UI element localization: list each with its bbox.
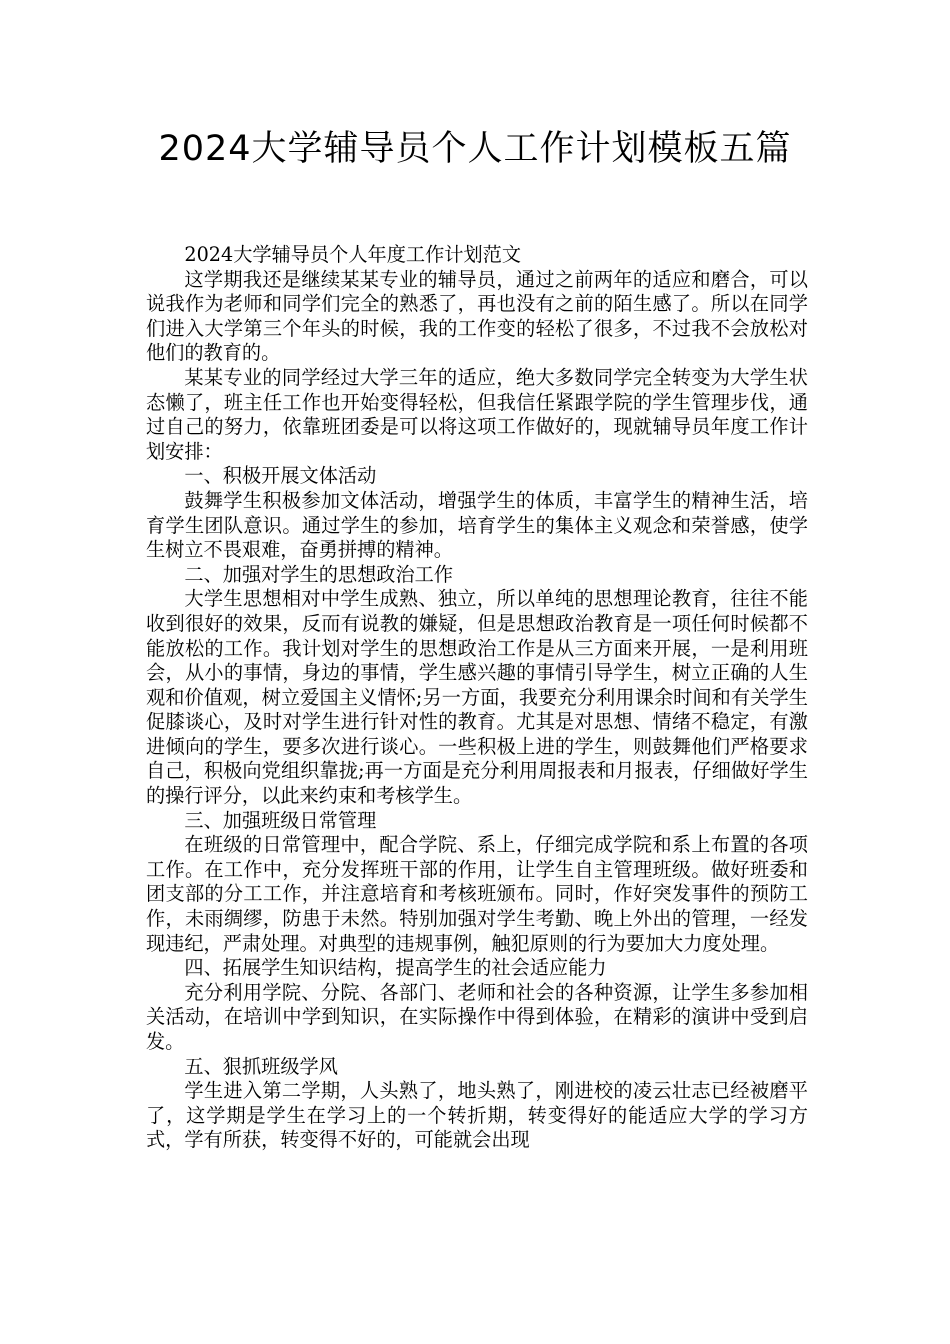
section-heading-3: 三、加强班级日常管理 bbox=[184, 808, 377, 832]
section-text-1: 鼓舞学生积极参加文体活动，增强学生的体质，丰富学生的精神生活，培育学生团队意识。通过学生的参加，培育学生的集体主义观念和荣誉感，使学生树立不畏艰难，奋勇拼搏的精神。 bbox=[146, 488, 808, 562]
section-heading-4: 四、拓展学生知识结构，提高学生的社会适应能力 bbox=[184, 956, 607, 980]
document-body bbox=[146, 243, 808, 1153]
section-text-4: 充分利用学院、分院、各部门、老师和社会的各种资源，让学生多参加相关活动，在培训中学到知识，在实际操作中得到体验，在精彩的演讲中受到启发。 bbox=[146, 980, 808, 1053]
section-heading-1: 一、积极开展文体活动 bbox=[184, 464, 377, 488]
section-text-2: 大学生思想相对中学生成熟、独立，所以单纯的思想理论教育，往往不能收到很好的效果，反而有说教的嫌疑，但是思想政治教育是一项任何时候都不能放松的工作。我计划对学生的思想政治工作是从三方面来开展，一是利用班会，从小的事情，身边的事情，学生感兴趣的事情引导学生，树立正确的人生观和价值观，树立爱国主义情怀;另一方面，我要充分利用课余时间和有关学生促膝谈心，及时对学生进行针对性的教育。尤其是对思想、情绪不稳定，有激进倾向的学生，要多次进行谈心。一些积极上进的学生，则鼓舞他们严格要求自己，积极向党组织靠拢;再一方面是充分利用周报表和月报表，仔细做好学生的操行评分，以此来约束和考核学生。 bbox=[146, 587, 808, 808]
document-title: 2024大学辅导员个人工作计划模板五篇 bbox=[158, 129, 792, 169]
section-heading-5: 五、狠抓班级学风 bbox=[184, 1054, 338, 1078]
section-text-3: 在班级的日常管理中，配合学院、系上，仔细完成学院和系上布置的各项工作。在工作中，充分发挥班干部的作用，让学生自主管理班级。做好班委和团支部的分工工作，并注意培育和考核班颁布。同时，作好突发事件的预防工作，未雨绸缪，防患于未然。特别加强对学生考勤、晚上外出的管理，一经发现违纪，严肃处理。对典型的违规事例，触犯原则的行为要加大力度处理。 bbox=[146, 833, 808, 955]
section-text-5: 学生进入第二学期，人头熟了，地头熟了，刚进校的凌云壮志已经被磨平了，这学期是学生在学习上的一个转折期，转变得好的能适应大学的学习方式，学有所获，转变得不好的，可能就会出现 bbox=[146, 1079, 808, 1152]
section-heading-2: 二、加强对学生的思想政治工作 bbox=[184, 562, 454, 586]
document-subtitle: 2024大学辅导员个人年度工作计划范文 bbox=[184, 243, 522, 266]
intro-paragraph-1: 这学期我还是继续某某专业的辅导员，通过之前两年的适应和磨合，可以说我作为老师和同学们完全的熟悉了，再也没有之前的陌生感了。所以在同学们进入大学第三个年头的时候，我的工作变的轻松了很多，不过我不会放松对他们的教育的。 bbox=[146, 267, 808, 365]
intro-paragraph-2: 某某专业的同学经过大学三年的适应，绝大多数同学完全转变为大学生状态懒了，班主任工作也开始变得轻松，但我信任紧跟学院的学生管理步伐，通过自己的努力，依靠班团委是可以将这项工作做好的，现就辅导员年度工作计划安排： bbox=[146, 365, 808, 463]
